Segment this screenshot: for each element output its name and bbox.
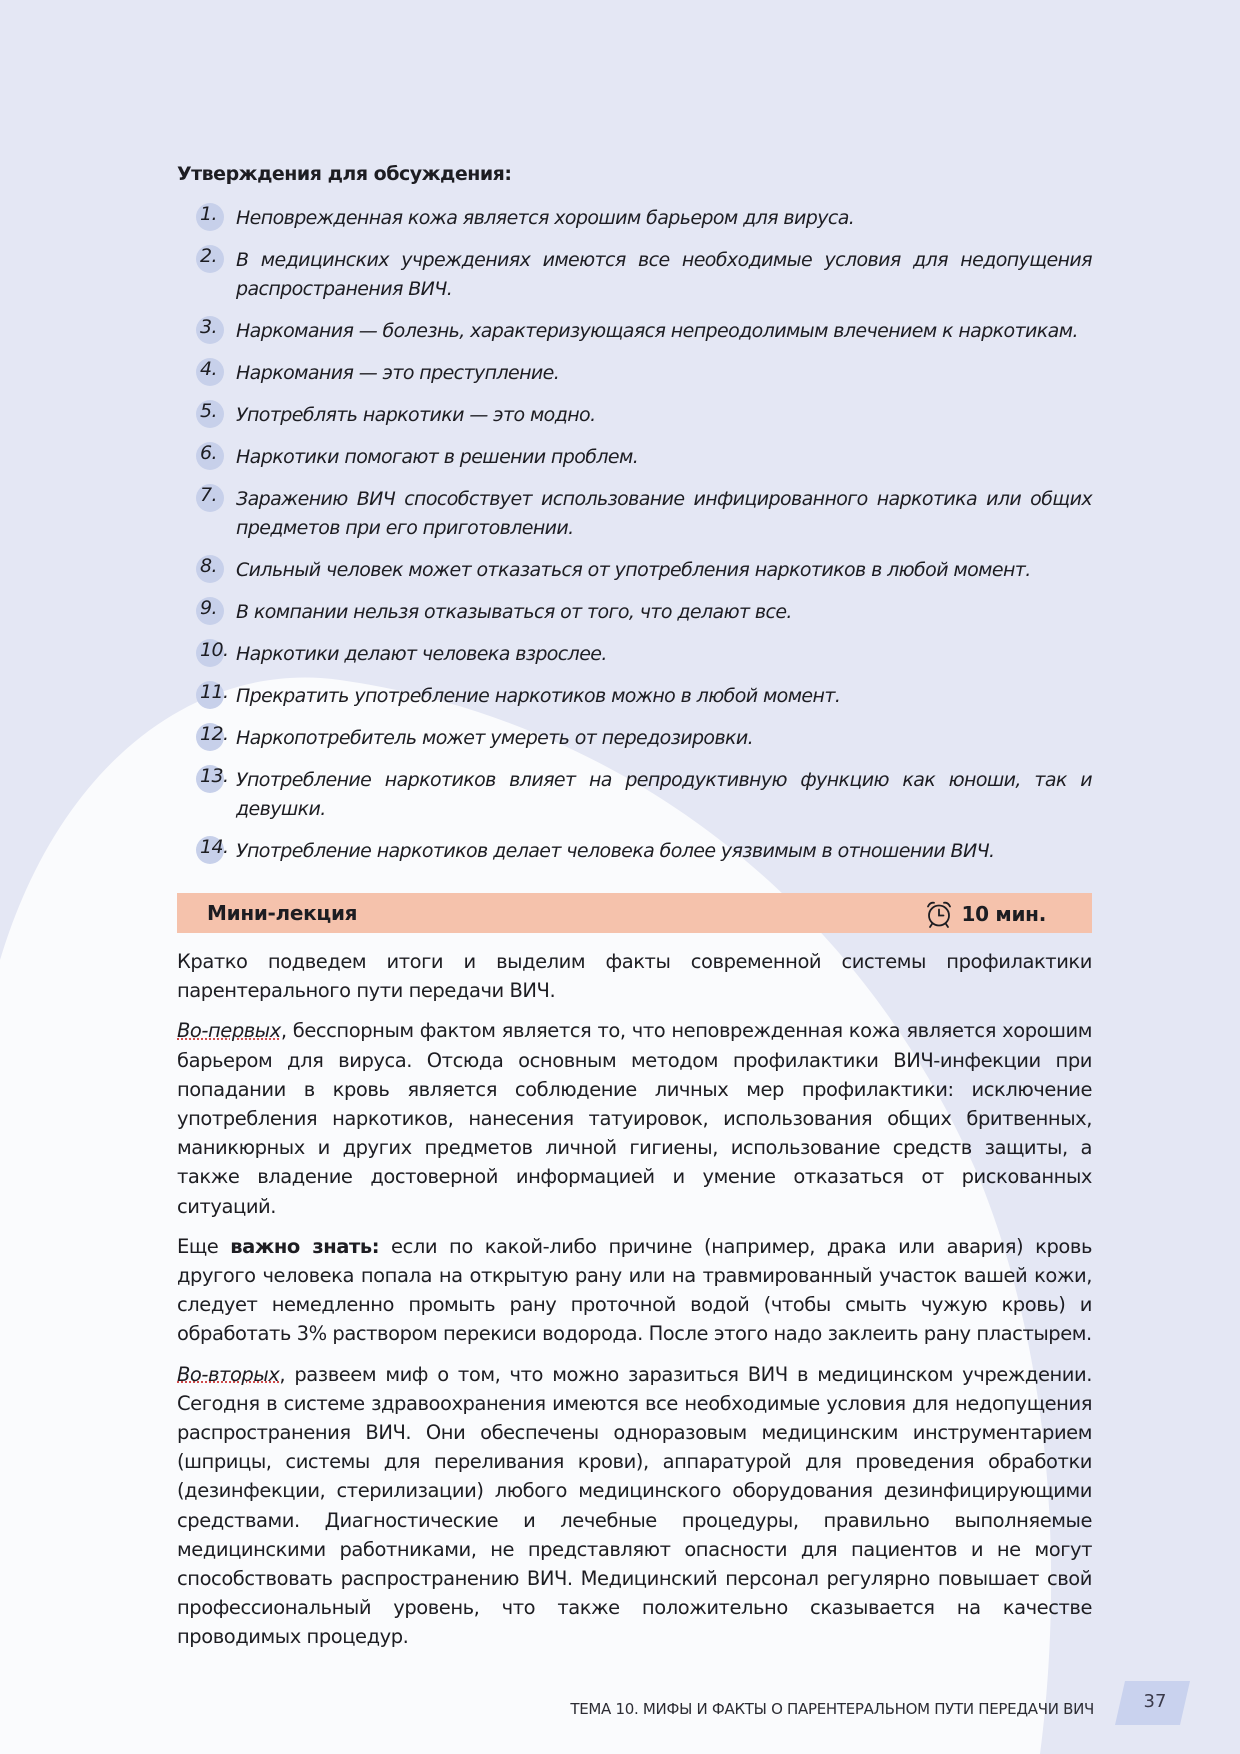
lecture-time (924, 899, 1046, 929)
list-item (177, 837, 1092, 866)
item-number: 11. (200, 681, 229, 703)
paragraph-important (177, 1232, 1092, 1349)
paragraph-intro: Кратко подведем итоги и выделим факты современной системы профилактики парентерального пути передачи ВИЧ. (177, 950, 1092, 1003)
item-number: 4. (200, 358, 217, 380)
list-item (177, 246, 1092, 304)
list-item (177, 556, 1092, 585)
list-item (177, 766, 1092, 824)
first-point-text: , бесспорным фактом является то, что неповрежденная кожа является хорошим барьером для вируса. Отсюда основным методом профилактики ВИЧ-инфекции при попадании в кровь является соблюдение личных мер профилактики: исключение употребления наркотиков, нанесения татуировок, использования общих бритвенных, маникюрных и других предметов личной гигиены, использование средств защиты, а также владение достоверной информацией и умение отказаться от рискованных ситуаций. (177, 1019, 1092, 1218)
item-text: Употреблять наркотики — это модно. (236, 404, 596, 426)
item-number: 7. (200, 484, 217, 506)
alarm-clock-icon (924, 899, 954, 929)
item-number: 6. (200, 442, 217, 464)
list-item (177, 204, 1092, 233)
item-text: Наркотики помогают в решении проблем. (236, 446, 639, 468)
item-text: Прекратить употребление наркотиков можно в любой момент. (236, 685, 841, 707)
footer-topic: ТЕМА 10. МИФЫ И ФАКТЫ О ПАРЕНТЕРАЛЬНОМ ПУТИ ПЕРЕДАЧИ ВИЧ (570, 1700, 1094, 1718)
second-point-lead: Во-вторых (177, 1362, 280, 1386)
discussion-heading: Утверждения для обсуждения: (177, 163, 512, 185)
item-text: В медицинских учреждениях имеются все необходимые условия для недопущения распространения ВИЧ. (236, 249, 1092, 300)
second-point-text: , развеем миф о том, что можно заразиться ВИЧ в медицинском учреждении. Сегодня в системе здравоохранения имеются все необходимые условия для недопущения распространения ВИЧ. Они обеспечены одноразовым медицинским инструментарием (шприцы, системы для переливания крови), аппаратурой для проведения обработки (дезинфекции, стерилизации) любого медицинского оборудования дезинфицирующими средствами. Диагностические и лечебные процедуры, правильно выполняемые медицинскими работниками, не представляют опасности для пациентов и не могут способствовать распространению ВИЧ. Медицинский персонал регулярно повышает свой профессиональный уровень, что также положительно сказывается на качестве проводимых процедур. (177, 1362, 1092, 1649)
item-number: 1. (200, 203, 217, 225)
item-number: 13. (200, 765, 229, 787)
paragraph-second (177, 1360, 1092, 1652)
list-item (177, 485, 1092, 543)
item-text: Заражению ВИЧ способствует использование инфицированного наркотика или общих предметов при его приготовлении. (236, 488, 1092, 539)
list-item (177, 682, 1092, 711)
item-text: Употребление наркотиков влияет на репродуктивную функцию как юноши, так и девушки. (236, 769, 1092, 820)
list-item (177, 359, 1092, 388)
list-item (177, 317, 1092, 346)
lecture-body (177, 947, 1092, 1663)
item-text: Употребление наркотиков делает человека более уязвимым в отношении ВИЧ. (236, 840, 995, 862)
item-number: 10. (200, 639, 229, 661)
item-number: 14. (200, 836, 229, 858)
important-text: если по какой-либо причине (например, драка или авария) кровь другого человека попала на открытую рану или на травмированный участок вашей кожи, следует немедленно промыть рану проточной водой (чтобы смыть чужую кровь) и обработать 3% раствором перекиси водорода. После этого надо заклеить рану пластырем. (177, 1234, 1092, 1346)
statements-list (177, 204, 1092, 879)
item-number: 2. (200, 245, 217, 267)
important-label: важно знать: (230, 1234, 380, 1258)
list-item (177, 640, 1092, 669)
item-number: 9. (200, 597, 217, 619)
item-number: 12. (200, 723, 229, 745)
item-text: В компании нельзя отказываться от того, что делают все. (236, 601, 792, 623)
mini-lecture-bar (177, 893, 1092, 933)
item-text: Сильный человек может отказаться от употребления наркотиков в любой момент. (236, 559, 1031, 581)
item-number: 8. (200, 555, 217, 577)
item-text: Наркомания — болезнь, характеризующаяся непреодолимым влечением к наркотикам. (236, 320, 1078, 342)
item-text: Наркотики делают человека взрослее. (236, 643, 607, 665)
item-text: Неповрежденная кожа является хорошим барьером для вируса. (236, 207, 855, 229)
paragraph-first (177, 1016, 1092, 1220)
lecture-duration: 10 мин. (961, 902, 1046, 926)
first-point-lead: Во-первых (177, 1019, 281, 1043)
item-text: Наркомания — это преступление. (236, 362, 560, 384)
item-number: 5. (200, 400, 217, 422)
important-lead: Еще (177, 1234, 231, 1258)
lecture-title: Мини-лекция (207, 901, 358, 925)
list-item (177, 401, 1092, 430)
list-item (177, 724, 1092, 753)
item-number: 3. (200, 316, 217, 338)
page-number: 37 (1143, 1691, 1167, 1712)
list-item (177, 598, 1092, 627)
item-text: Наркопотребитель может умереть от передозировки. (236, 727, 754, 749)
list-item (177, 443, 1092, 472)
